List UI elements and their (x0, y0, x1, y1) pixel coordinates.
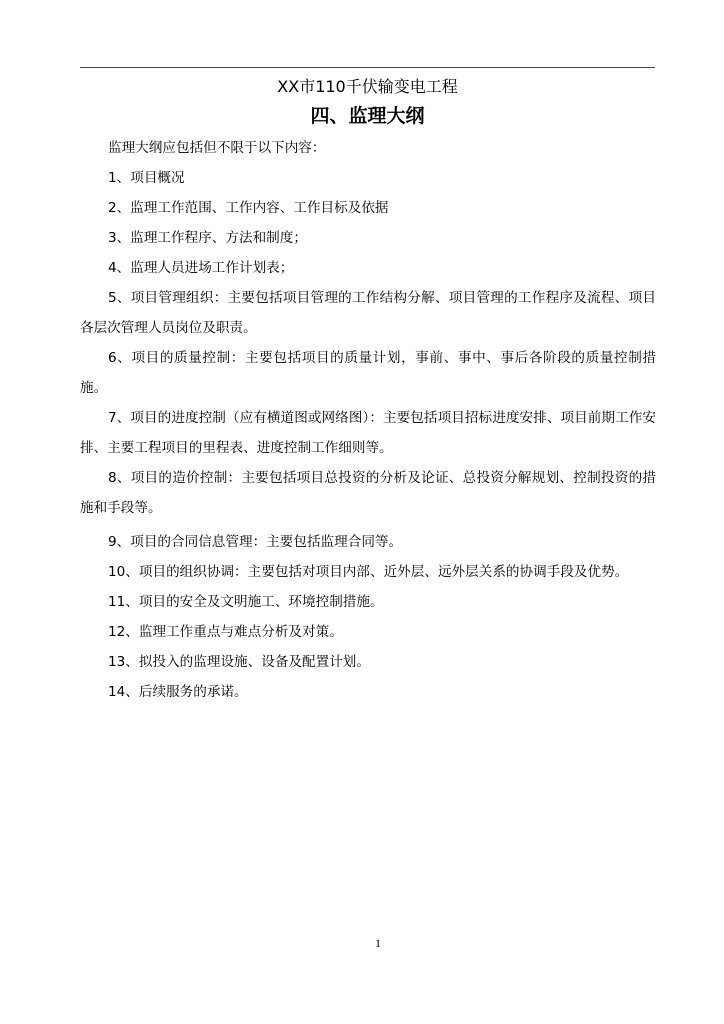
list-item: 3、监理工作程序、方法和制度； (108, 230, 307, 246)
document-body (80, 133, 656, 707)
list-item: 8、项目的造价控制：主要包括项目总投资的分析及论证、总投资分解规划、控制投资的措施和手段等。 (80, 470, 656, 516)
list-item: 10、项目的组织协调：主要包括对项目内部、近外层、远外层关系的协调手段及优势。 (108, 564, 629, 580)
header-rule (80, 67, 655, 68)
list-item: 11、项目的安全及文明施工、环境控制措施。 (108, 594, 384, 610)
list-item: 6、项目的质量控制：主要包括项目的质量计划，事前、事中、事后各阶段的质量控制措施。 (80, 350, 656, 396)
intro-paragraph: 监理大纲应包括但不限于以下内容： (108, 140, 326, 156)
list-item: 9、项目的合同信息管理：主要包括监理合同等。 (108, 534, 403, 550)
list-item: 1、项目概况 (108, 170, 185, 186)
section-heading: 四、监理大纲 (310, 105, 425, 127)
list-item: 12、监理工作重点与难点分析及对策。 (108, 624, 343, 640)
list-item: 2、监理工作范围、工作内容、工作目标及依据 (108, 200, 389, 216)
list-item: 4、监理人员进场工作计划表； (108, 260, 294, 276)
list-item: 13、拟投入的监理设施、设备及配置计划。 (108, 654, 370, 670)
list-item: 7、项目的进度控制（应有横道图或网络图）：主要包括项目招标进度安排、项目前期工作安排、主要工程项目的里程表、进度控制工作细则等。 (80, 410, 656, 456)
list-item: 14、后续服务的承诺。 (108, 684, 248, 700)
page-number: 1 (375, 936, 381, 950)
document-title: XX市110千伏输变电工程 (277, 77, 458, 96)
list-item: 5、项目管理组织：主要包括项目管理的工作结构分解、项目管理的工作程序及流程、项目各层次管理人员岗位及职责。 (80, 290, 656, 336)
